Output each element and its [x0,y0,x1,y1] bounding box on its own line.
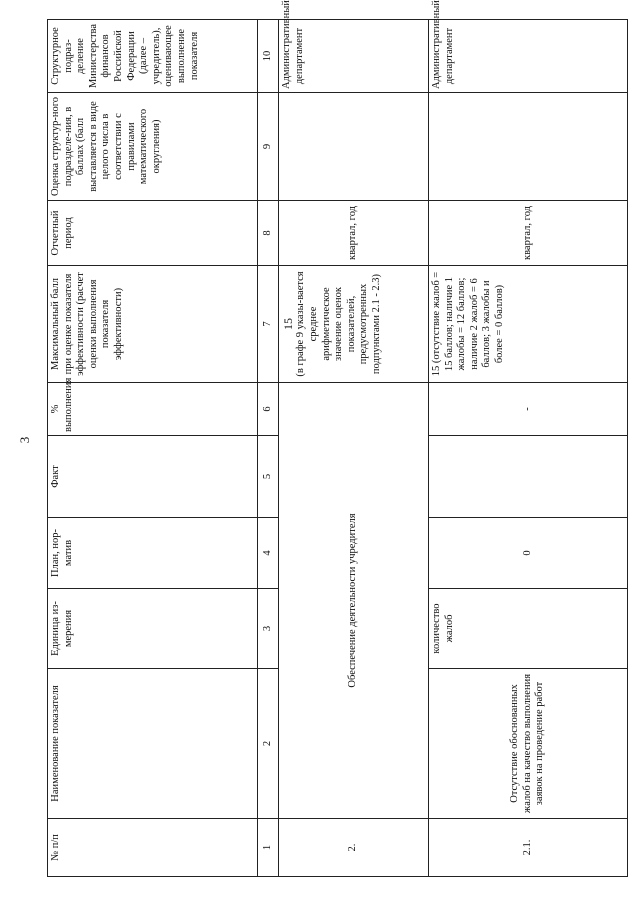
header-cell: № п/п [48,819,258,877]
row-number: 2. [279,819,429,877]
percent-cell: - [429,383,628,436]
unit-cell: количество жалоб [429,589,628,669]
column-number: 3 [258,589,279,669]
indicator-group-name: Обеспечение деятельности учредителя [279,383,429,819]
header-cell: Структурное подраз-деление Министерства финансов Российской Федерации (далее – учредитель), оценивающее выполнение показателя [48,20,258,93]
column-number: 8 [258,201,279,266]
header-row [48,20,258,877]
table-row [429,20,628,877]
fact-cell [429,436,628,518]
reporting-period: квартал, год [429,201,628,266]
score-cell [279,93,429,201]
page-number: 3 [17,436,32,444]
department: Административный департамент [279,20,429,93]
table-row [279,20,429,877]
department: Административный департамент [429,20,628,93]
column-number: 6 [258,383,279,436]
max-score-cell: 15 (отсутствие жалоб = 15 баллов; наличие 1 жалобы = 12 баллов; наличие 2 жалоб = 6 баллов; 3 жалобы и более = 0 баллов) [429,266,628,383]
header-cell: Максимальный балл при оценке показателя эффективности (расчет оценки выполнения показателя эффективности) [48,266,258,383]
plan-cell: 0 [429,518,628,589]
column-number: 9 [258,93,279,201]
column-number: 7 [258,266,279,383]
rotated-table-container [47,0,627,877]
column-number: 10 [258,20,279,93]
column-number: 2 [258,669,279,819]
header-cell: Факт [48,436,258,518]
performance-indicators-table [47,0,628,877]
indicator-name: Отсутствие обоснованных жалоб на качество выполнения заявок на проведение работ [429,669,628,819]
score-cell [429,93,628,201]
column-number: 5 [258,436,279,518]
column-number: 4 [258,518,279,589]
column-number: 1 [258,819,279,877]
row-number: 2.1. [429,819,628,877]
reporting-period: квартал, год [279,201,429,266]
header-cell: % выполнения [48,383,258,436]
header-cell: План, нор-матив [48,518,258,589]
max-score-note: (в графе 9 указы-вается среднее арифметическое значение оценок показателей, предусмотренных подпунктами 2.1 - 2.3) [295,271,382,377]
column-number-row [258,20,279,877]
header-cell: Отчетный период [48,201,258,266]
max-score-cell [279,266,429,383]
header-cell: Единица из-мерения [48,589,258,669]
max-score-value: 15 [281,318,295,330]
header-cell: Наименование показателя [48,669,258,819]
header-cell: Оценка структур-ного подразделе-ния, в баллах (балл выставляется в виде целого числа в соответствии с правилами математического округления) [48,93,258,201]
